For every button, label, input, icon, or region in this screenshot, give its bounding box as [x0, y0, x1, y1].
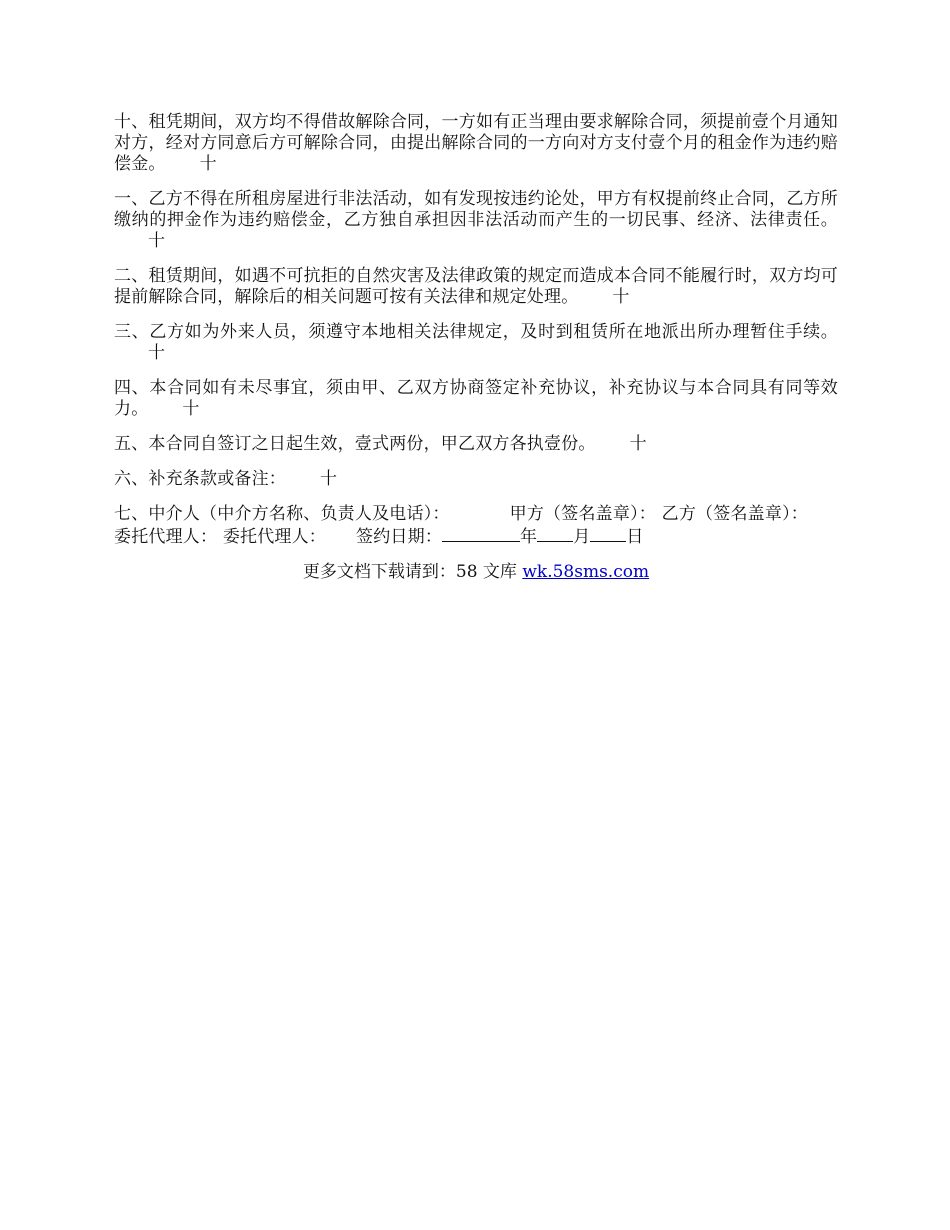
clause-illegal-activity: 一、乙方不得在所租房屋进行非法活动，如有发现按违约论处，甲方有权提前终止合同，乙方所缴纳的押金作为违约赔偿金，乙方独自承担因非法活动而产生的一切民事、经济、法律责任。十: [114, 189, 838, 251]
signature-block: 七、中介人（中介方名称、负责人及电话）： 甲方（签名盖章）： 乙方（签名盖章）：委托代理人： 委托代理人： 签约日期： 年 月 日: [114, 504, 809, 547]
intermediary-label: 七、中介人（中介方名称、负责人及电话）：: [114, 504, 450, 524]
clause-force-majeure: 二、租赁期间，如遇不可抗拒的自然灾害及法律政策的规定而造成本合同不能履行时，双方均可提前解除合同，解除后的相关问题可按有关法律和规定处理。 十: [114, 266, 838, 307]
footer-text: 更多文档下载请到：58 文库: [302, 562, 523, 582]
party-a-label: 甲方（签名盖章）：: [509, 504, 657, 524]
cross-mark: 十: [629, 434, 647, 454]
clause-termination: 十、租凭期间，双方均不得借故解除合同，一方如有正当理由要求解除合同，须提前壹个月通知对方，经对方同意后方可解除合同，由提出解除合同的一方向对方支付壹个月的租金作为违约赔偿金。 十: [114, 112, 838, 174]
agent-b-label: 委托代理人：: [222, 527, 327, 547]
footer: [114, 562, 838, 583]
cross-mark: 十: [148, 343, 166, 363]
cross-mark: 十: [182, 399, 200, 419]
clause-outside-personnel: 三、乙方如为外来人员，须遵守本地相关法律规定，及时到租赁所在地派出所办理暂住手续。十: [114, 322, 838, 363]
cross-mark: 十: [612, 287, 630, 307]
cross-mark: 十: [199, 154, 217, 174]
clause-supplementary-agreement: 四、本合同如有未尽事宜，须由甲、乙双方协商签定补充协议，补充协议与本合同具有同等效力。 十: [114, 378, 838, 419]
document-page: [114, 112, 838, 583]
clause-effective-date: 五、本合同自签订之日起生效，壹式两份，甲乙双方各执壹份。 十: [114, 434, 647, 454]
party-b-label: 乙方（签名盖章）：: [661, 504, 809, 524]
cross-mark: 十: [320, 469, 338, 489]
date-label: 签约日期：: [356, 527, 443, 547]
clause-remarks: 六、补充条款或备注： 十: [114, 469, 338, 489]
agent-a-label: 委托代理人：: [114, 527, 218, 547]
month-blank: [537, 525, 573, 542]
year-blank: [442, 525, 520, 542]
footer-link[interactable]: wk.58sms.com: [522, 562, 650, 582]
day-blank: [590, 525, 626, 542]
cross-mark: 十: [148, 231, 166, 251]
